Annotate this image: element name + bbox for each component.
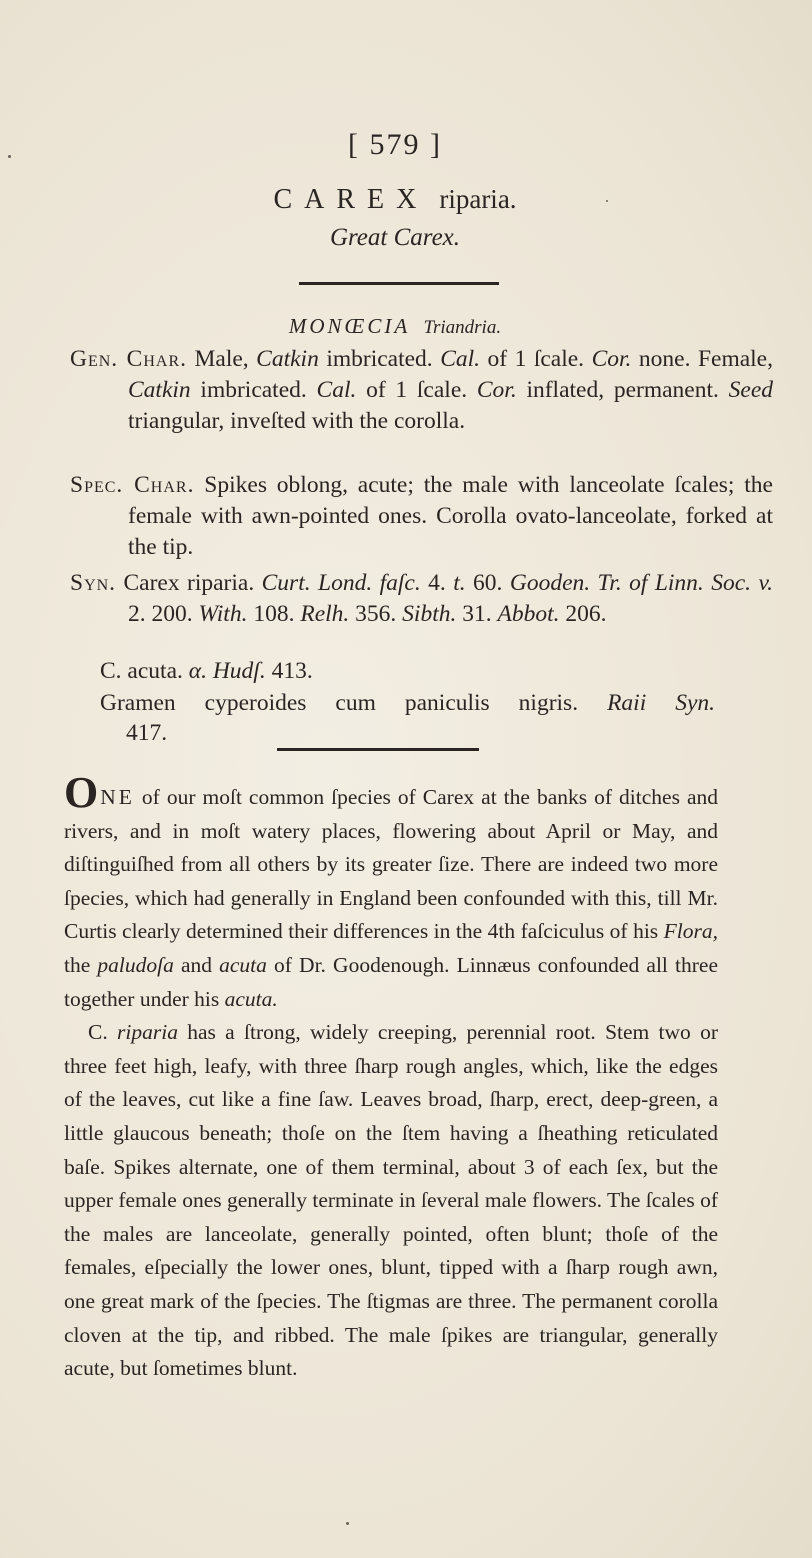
- text-run: of 1 ſcale.: [480, 346, 592, 372]
- text-run: imbricated.: [190, 377, 317, 403]
- text-run: 108.: [247, 601, 301, 627]
- genus-name: CAREX: [273, 184, 429, 215]
- italic-run: Seed: [728, 377, 774, 403]
- italic-run: acuta: [219, 952, 267, 977]
- page-number: [ 579 ]: [348, 128, 442, 161]
- text-run: none. Female,: [631, 346, 773, 372]
- spec-char-text: Spikes oblong, acute; the male with lanceolate ſcales; the female with awn-pointed ones. Corolla ovato-lanceolate, forked at the tip.: [128, 472, 773, 560]
- common-name: Great Carex.: [329, 224, 461, 251]
- text-run: 31.: [456, 601, 498, 627]
- paper-speck: [606, 200, 608, 202]
- syn-line-3: [100, 688, 715, 719]
- syn-label: Syn.: [70, 570, 117, 596]
- spec-char-label: Spec. Char.: [70, 472, 195, 498]
- italic-run: Gooden. Tr. of Linn. Soc. v.: [509, 570, 774, 596]
- section-rule: [277, 748, 479, 751]
- paragraph-1-text: [64, 785, 718, 1011]
- italic-run: α. Hudſ.: [188, 658, 266, 684]
- gen-char-text: [128, 346, 773, 434]
- class-name: MONŒCIA: [288, 314, 411, 338]
- italic-run: Sibth.: [402, 601, 457, 627]
- syn-line-4: 417.: [126, 720, 168, 746]
- species-epithet: riparia.: [439, 184, 517, 214]
- text-run: C. acuta.: [100, 658, 189, 684]
- italic-run: Catkin: [256, 346, 319, 372]
- gen-char-label: Gen. Char.: [70, 346, 187, 372]
- description-body: [64, 768, 719, 1386]
- text-run: triangular, inveſted with the corolla.: [128, 408, 466, 434]
- text-run: the: [64, 952, 98, 977]
- text-run: 206.: [559, 601, 607, 627]
- synonymy: [70, 568, 773, 630]
- text-run: Carex riparia.: [116, 570, 262, 596]
- text-run: 60.: [465, 570, 510, 596]
- paper-speck: [8, 155, 11, 158]
- first-word-rest: NE: [100, 785, 135, 809]
- italic-run: riparia: [117, 1020, 178, 1045]
- syn-line-1: [116, 570, 773, 627]
- order-name: Triandria.: [423, 317, 502, 338]
- italic-run: t.: [453, 570, 466, 596]
- text-run: has a ſtrong, widely creeping, perennial root. Stem two or three feet high, leafy, with three ſharp rough angles, which, like the edges of the leaves, cut like a fine ſaw. Leaves broad, ſharp, erect, deep-green, a little glaucous beneath; thoſe on the ſtem having a ſheathing reticulated baſe. Spikes alternate, one of them terminal, about 3 of each ſex, but the upper female ones generally terminate in ſeveral male flowers. The ſcales of the males are lanceolate, generally pointed, often blunt; thoſe of the females, eſpecially the lower ones, blunt, tipped with a ſharp rough awn, one great mark of the ſpecies. The ſtigmas are three. The permanent corolla cloven at the tip, and ribbed. The male ſpikes are triangular, generally acute, but ſometimes blunt.: [64, 1020, 719, 1381]
- classification-line: [0, 314, 790, 339]
- italic-run: Cor.: [591, 346, 632, 372]
- paragraph-1: [64, 768, 718, 1016]
- italic-run: Flora,: [663, 919, 718, 944]
- italic-run: Cor.: [476, 377, 517, 403]
- italic-run: acuta.: [224, 986, 278, 1011]
- paragraph-2: [64, 1016, 718, 1386]
- text-run: of our moſt common ſpecies of Carex at the banks of ditches and rivers, and in moſt watery places, flowering about April or May, and diſtinguiſhed from all others by its greater ſize. There are indeed two more ſpecies, which had generally in England been confounded with this, till Mr. Curtis clearly determined their differences in the 4th faſciculus of his: [64, 785, 718, 944]
- drop-cap: O: [64, 768, 99, 817]
- italic-run: Catkin: [128, 377, 191, 403]
- text-run: Male,: [187, 346, 257, 372]
- syn-line-2: [100, 656, 715, 687]
- text-run: 356.: [349, 601, 403, 627]
- italic-run: Raii Syn.: [607, 690, 716, 716]
- text-run: imbricated.: [318, 346, 441, 372]
- text-run: and: [173, 952, 220, 977]
- italic-run: Cal.: [316, 377, 357, 403]
- italic-run: Relh.: [300, 601, 350, 627]
- italic-run: Cal.: [440, 346, 481, 372]
- italic-run: With.: [198, 601, 248, 627]
- species-title: [0, 184, 790, 216]
- text-run: 2. 200.: [128, 601, 199, 627]
- text-run: 413.: [265, 658, 313, 684]
- generic-character: [70, 344, 773, 437]
- text-run: of Dr. Goodenough. Linnæus confounded all three together under his: [64, 952, 718, 1011]
- text-run: C.: [88, 1020, 118, 1045]
- italic-run: Abbot.: [497, 601, 560, 627]
- text-run: Gramen cyperoides cum paniculis nigris.: [100, 690, 608, 716]
- italic-run: paludoſa: [97, 952, 174, 977]
- italic-run: Curt. Lond. faſc.: [261, 570, 421, 596]
- text-run: inflated, permanent.: [516, 377, 729, 403]
- text-run: of 1 ſcale.: [356, 377, 477, 403]
- header-rule: [299, 282, 499, 285]
- text-run: 4.: [420, 570, 454, 596]
- paper-speck: [346, 1522, 349, 1525]
- specific-character: [70, 470, 773, 563]
